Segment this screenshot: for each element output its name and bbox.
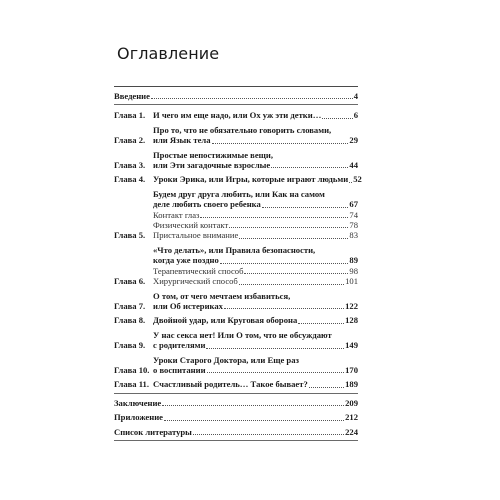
toc-line xyxy=(153,255,358,265)
toc-page-number: 209 xyxy=(345,397,358,408)
toc-entry-title: Двойной удар, или Круговая оборона xyxy=(153,315,298,326)
chapter-body xyxy=(153,125,358,146)
chapter-label: Глава 2. xyxy=(114,135,146,146)
toc-entry[interactable] xyxy=(114,174,362,185)
chapter-label: Глава 11. xyxy=(114,379,149,390)
dot-leader xyxy=(322,117,352,119)
toc-subsection[interactable] xyxy=(153,276,358,286)
chapter-label: Глава 4. xyxy=(114,174,146,185)
chapter-body xyxy=(153,330,358,351)
toc-entry-title: Уроки Старого Доктора, или Еще раз xyxy=(153,354,299,365)
dot-leader xyxy=(193,433,344,435)
toc-page-number: 101 xyxy=(345,276,358,287)
toc-entry-title: Приложение xyxy=(114,412,163,423)
toc-entry-title: Введение xyxy=(114,91,150,101)
toc-line xyxy=(153,174,362,185)
dot-leader xyxy=(298,322,344,324)
toc-page-number: 74 xyxy=(349,209,358,220)
page-title: Оглавление xyxy=(117,44,220,63)
toc-line xyxy=(153,379,358,389)
toc-entry[interactable] xyxy=(114,412,358,422)
toc-line xyxy=(153,245,358,255)
chapter-body xyxy=(153,150,358,171)
toc-page-number: 212 xyxy=(345,412,358,423)
chapter-label: Глава 9. xyxy=(114,340,146,351)
toc-subsection[interactable] xyxy=(153,266,358,276)
toc-line xyxy=(153,291,358,301)
toc-entry[interactable] xyxy=(114,330,358,351)
toc-entry[interactable] xyxy=(114,291,358,312)
toc-entry-title: или Об истериках xyxy=(153,300,223,311)
toc-entry[interactable] xyxy=(114,355,358,376)
dot-leader xyxy=(309,386,344,388)
toc-line xyxy=(153,135,358,145)
toc-page-number: 83 xyxy=(349,230,358,241)
toc-entry-title: или Эти загадочные взрослые xyxy=(153,160,271,171)
toc-subsection[interactable] xyxy=(153,230,358,240)
toc-entry[interactable] xyxy=(114,245,358,287)
toc-entry-title: О том, от чего мечтаем избавиться, xyxy=(153,290,291,301)
dot-leader xyxy=(244,272,348,274)
section-rule xyxy=(114,393,358,394)
toc-page-number: 44 xyxy=(349,160,358,171)
chapter-body xyxy=(153,355,358,376)
toc-page-number: 122 xyxy=(345,300,358,311)
toc-line xyxy=(153,330,358,340)
chapter-body xyxy=(153,315,358,325)
dot-leader xyxy=(151,97,353,99)
toc-line xyxy=(153,160,358,170)
toc-entry[interactable] xyxy=(114,150,358,171)
dot-leader xyxy=(207,371,345,373)
toc-entry-title: Заключение xyxy=(114,397,162,408)
toc-subsection[interactable] xyxy=(153,220,358,230)
chapter-body xyxy=(153,291,358,312)
toc-line xyxy=(114,91,358,101)
dot-leader xyxy=(262,206,349,208)
toc-entry[interactable] xyxy=(114,91,358,101)
toc-entry-title: Простые непостижимые вещи, xyxy=(153,149,273,160)
toc-entry[interactable] xyxy=(114,315,358,325)
dot-leader xyxy=(229,226,348,228)
toc-entry-title: Список литературы xyxy=(114,426,192,437)
toc-entry-title: с родителями xyxy=(153,340,206,351)
toc-subsection-title: Пристальное внимание xyxy=(153,230,239,241)
chapter-label: Глава 1. xyxy=(114,110,146,121)
toc-line xyxy=(153,199,358,209)
toc-subsection-title: Хирургический способ xyxy=(153,276,238,287)
chapter-label: Глава 10. xyxy=(114,364,150,375)
toc-entry-title: или Язык тела xyxy=(153,135,211,146)
toc-entry-title: деле любить своего ребенка xyxy=(153,199,261,210)
chapter-body xyxy=(153,245,358,287)
toc-page-number: 149 xyxy=(345,340,358,351)
toc-page-number: 29 xyxy=(349,135,358,146)
toc-line xyxy=(114,398,358,408)
dot-leader xyxy=(164,419,344,421)
toc-line xyxy=(153,189,358,199)
dot-leader xyxy=(239,237,348,239)
chapter-label: Глава 3. xyxy=(114,160,146,171)
chapter-label: Глава 5. xyxy=(114,230,146,241)
chapter-label: Глава 7. xyxy=(114,300,146,311)
dot-leader xyxy=(200,216,348,218)
table-of-contents xyxy=(114,91,362,441)
toc-entry[interactable] xyxy=(114,427,358,437)
dot-leader xyxy=(162,404,344,406)
toc-line xyxy=(153,150,358,160)
top-rule xyxy=(114,86,358,87)
toc-entry-title: И чего им еще надо, или Ох уж эти детки… xyxy=(153,110,322,121)
toc-page-number: 189 xyxy=(345,379,358,390)
toc-page-number: 67 xyxy=(349,199,358,210)
toc-line xyxy=(153,315,358,325)
toc-entry-title: У нас секса нет! Или О том, что не обсуждают xyxy=(153,329,332,340)
dot-leader xyxy=(206,347,344,349)
toc-entry-title: о воспитании xyxy=(153,364,206,375)
dot-leader xyxy=(220,262,349,264)
toc-page-number: 224 xyxy=(345,426,358,437)
toc-entry-title: «Что делать», или Правила безопасности, xyxy=(153,244,316,255)
toc-line xyxy=(153,340,358,350)
toc-entry-title: Будем друг друга любить, или Как на самом xyxy=(153,188,325,199)
chapter-body xyxy=(153,174,362,185)
toc-entry-title: когда уже поздно xyxy=(153,255,219,266)
toc-line xyxy=(153,301,358,311)
chapter-label: Глава 8. xyxy=(114,315,146,326)
toc-line xyxy=(153,365,358,375)
toc-page-number: 89 xyxy=(349,255,358,266)
toc-page-number: 170 xyxy=(345,364,358,375)
chapter-label: Глава 6. xyxy=(114,276,146,287)
toc-page-number: 52 xyxy=(353,174,362,185)
toc-entry[interactable] xyxy=(114,125,358,146)
section-rule xyxy=(114,440,358,441)
toc-page-number: 78 xyxy=(349,220,358,231)
dot-leader xyxy=(271,166,348,168)
chapter-body xyxy=(153,110,358,120)
toc-subsection[interactable] xyxy=(153,210,358,220)
chapter-body xyxy=(153,379,358,389)
toc-entry[interactable] xyxy=(114,379,358,389)
dot-leader xyxy=(212,142,349,144)
toc-subsection-title: Контакт глаз xyxy=(153,209,200,220)
toc-line xyxy=(153,110,358,120)
toc-page-number: 128 xyxy=(345,315,358,326)
toc-entry[interactable] xyxy=(114,110,358,120)
toc-page-number: 6 xyxy=(353,110,358,121)
toc-entry-title: Уроки Эрика, или Игры, которые играют людьми xyxy=(153,174,349,185)
section-rule xyxy=(114,104,358,105)
toc-subsection-title: Физический контакт xyxy=(153,220,229,231)
toc-entry-title: Счастливый родитель… Такое бывает? xyxy=(153,379,308,390)
dot-leader xyxy=(239,283,344,285)
dot-leader xyxy=(224,307,344,309)
toc-line xyxy=(153,355,358,365)
toc-line xyxy=(114,412,358,422)
toc-page-number: 98 xyxy=(349,265,358,276)
toc-entry[interactable] xyxy=(114,398,358,408)
toc-entry[interactable] xyxy=(114,189,358,241)
toc-entry-title: Про то, что не обязательно говорить словами, xyxy=(153,124,332,135)
toc-line xyxy=(153,125,358,135)
toc-page-number: 4 xyxy=(353,91,358,101)
chapter-body xyxy=(153,189,358,241)
dot-leader xyxy=(349,181,352,183)
toc-subsection-title: Терапевтический способ xyxy=(153,265,244,276)
toc-line xyxy=(114,427,358,437)
